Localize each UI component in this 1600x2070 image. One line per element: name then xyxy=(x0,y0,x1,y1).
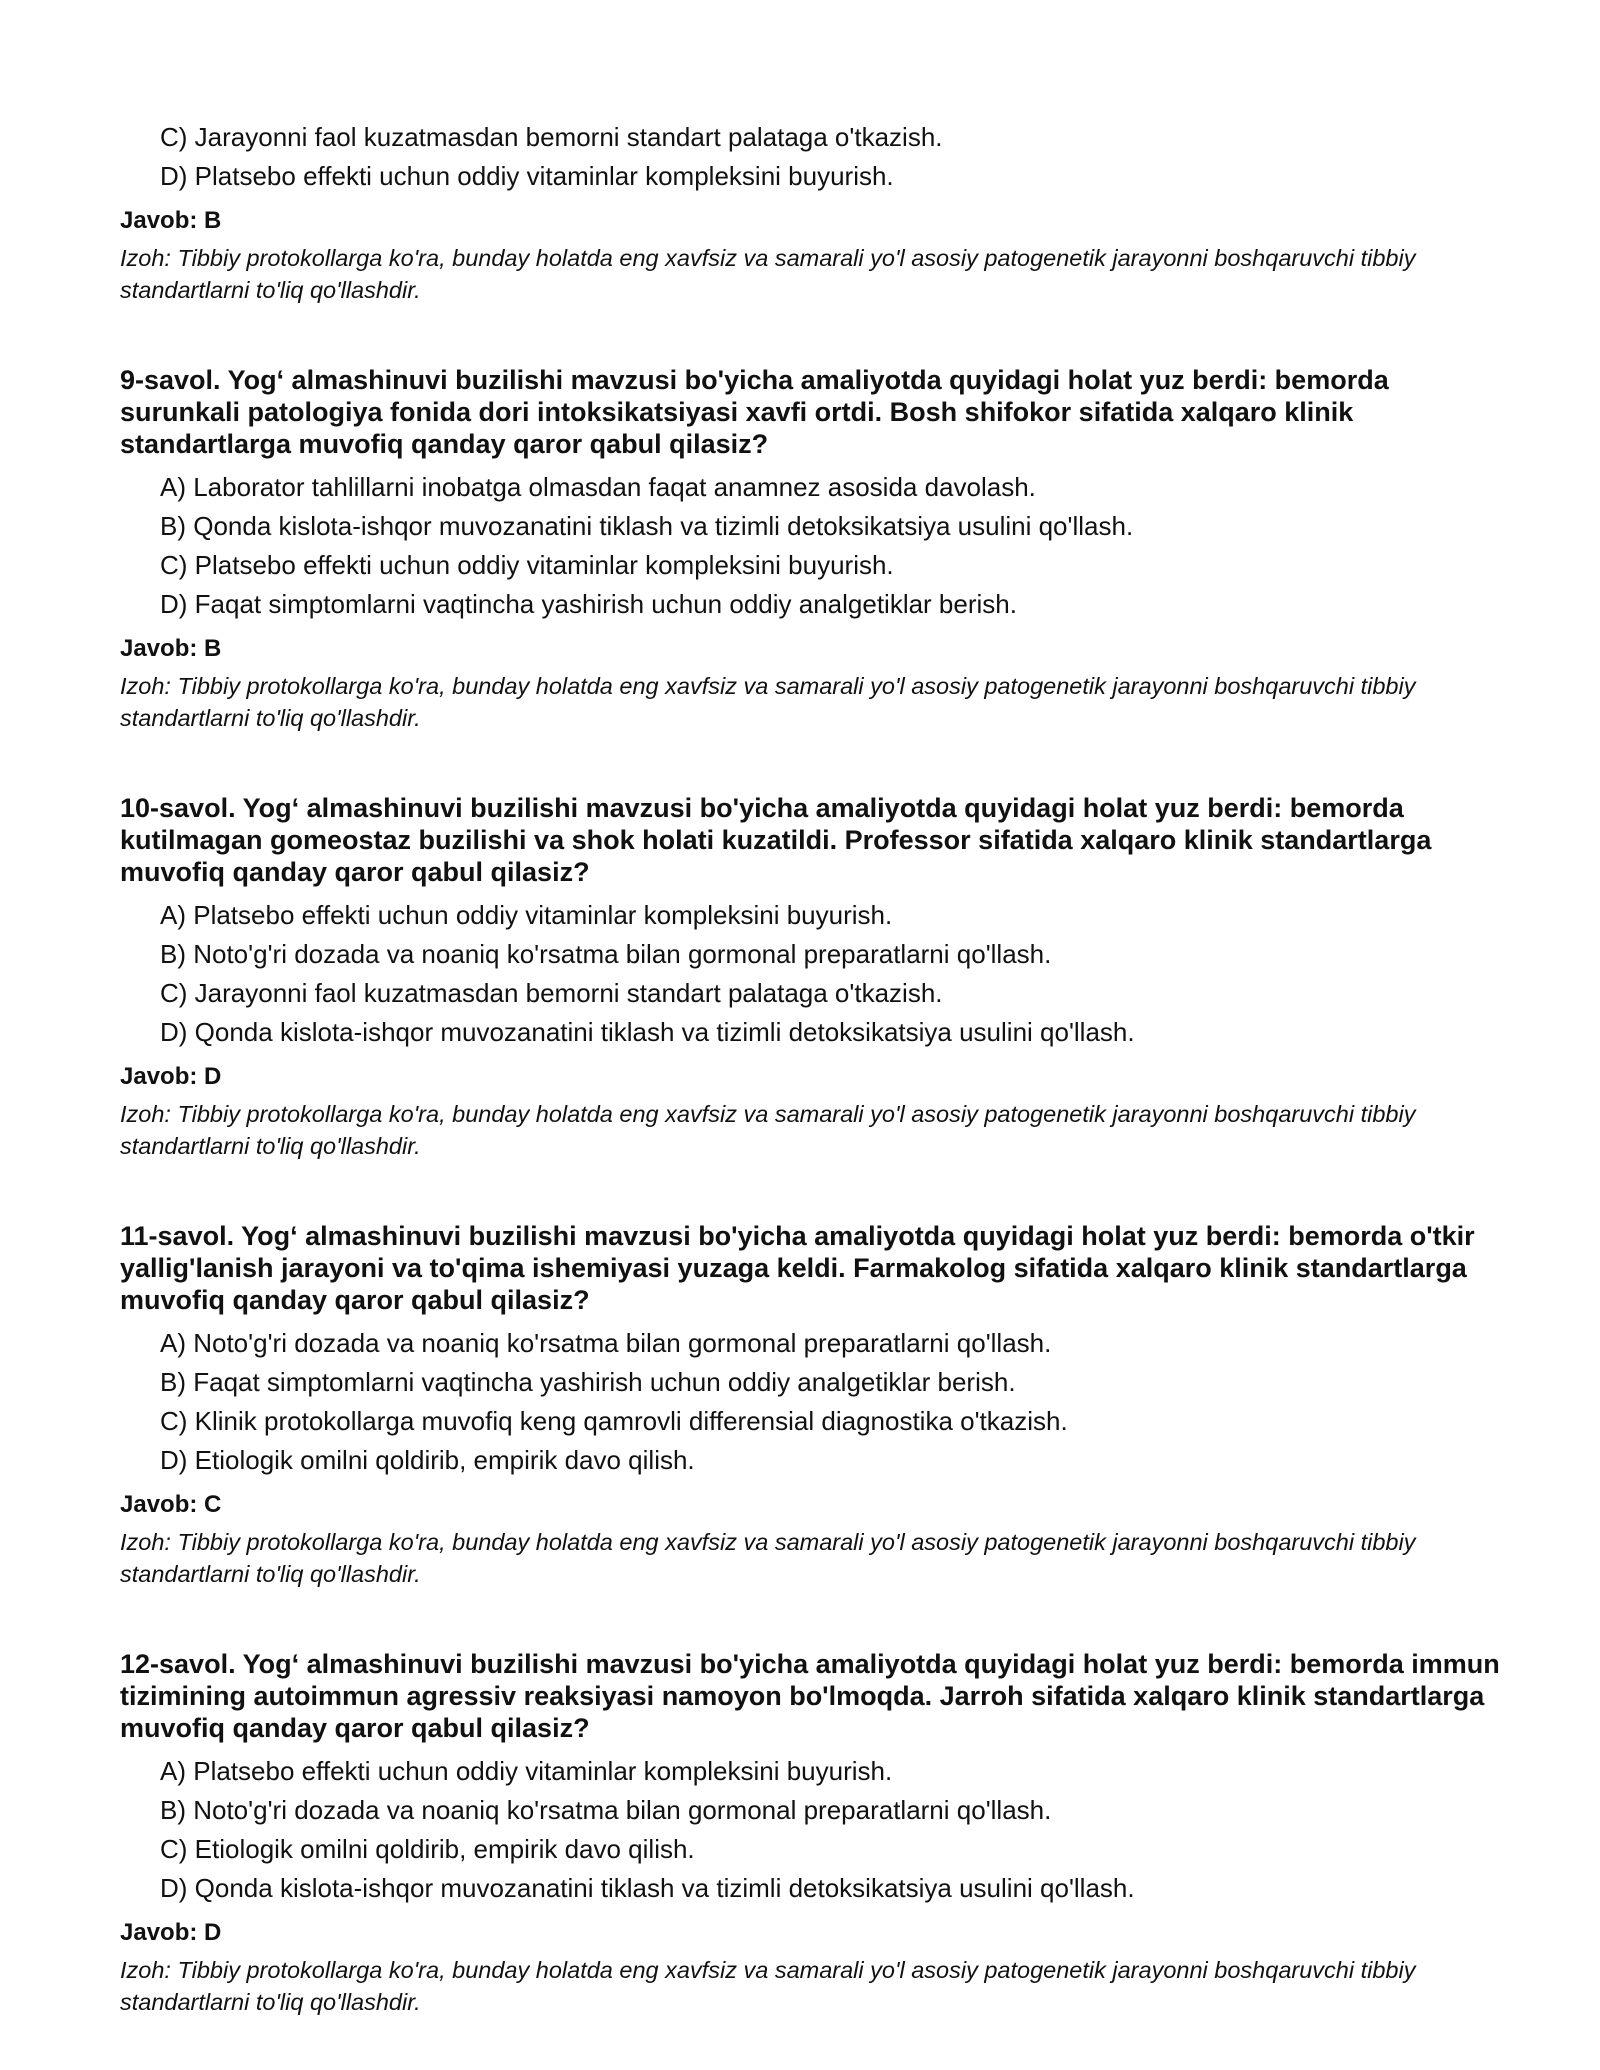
option-a: A) Noto'g'ri dozada va noaniq ko'rsatma bilan gormonal preparatlarni qo'llash. xyxy=(160,1328,1052,1358)
answer-label: Javob: D xyxy=(120,1919,222,1946)
option-a: A) Platsebo effekti uchun oddiy vitaminlar kompleksini buyurish. xyxy=(160,1756,893,1786)
continued-question-block xyxy=(120,118,1510,306)
option-c: C) Platsebo effekti uchun oddiy vitaminlar kompleksini buyurish. xyxy=(160,550,894,580)
option-d: D) Platsebo effekti uchun oddiy vitaminlar kompleksini buyurish. xyxy=(160,161,894,191)
option-c: C) Klinik protokollarga muvofiq keng qamrovli differensial diagnostika o'tkazish. xyxy=(160,1406,1068,1436)
explanation-note: Izoh: Tibbiy protokollarga ko'ra, bunday holatda eng xavfsiz va samarali yo'l asosiy patogenetik jarayonni boshqaruvchi tibbiy standartlarni to'liq qo'llashdir. xyxy=(120,1957,1416,2015)
question-text: 10-savol. Yog‘ almashinuvi buzilishi mavzusi bo'yicha amaliyotda quyidagi holat yuz berdi: bemorda kutilmagan gomeostaz buzilishi va shok holati kuzatildi. Professor sifatida xalqaro klinik standartlarga muvofiq qanday qaror qabul qilasiz? xyxy=(120,793,1432,887)
answer-label: Javob: C xyxy=(120,1491,222,1518)
question-block-9 xyxy=(120,364,1510,734)
option-a: A) Platsebo effekti uchun oddiy vitaminlar kompleksini buyurish. xyxy=(160,900,893,930)
option-d: D) Qonda kislota-ishqor muvozanatini tiklash va tizimli detoksikatsiya usulini qo'llash. xyxy=(160,1017,1135,1047)
question-text: 12-savol. Yog‘ almashinuvi buzilishi mavzusi bo'yicha amaliyotda quyidagi holat yuz berdi: bemorda immun tizimining autoimmun agressiv reaksiyasi namoyon bo'lmoqda. Jarroh sifatida xalqaro klinik standartlarga muvofiq qanday qaror qabul qilasiz? xyxy=(120,1649,1500,1743)
option-b: B) Noto'g'ri dozada va noaniq ko'rsatma bilan gormonal preparatlarni qo'llash. xyxy=(160,939,1052,969)
explanation-note: Izoh: Tibbiy protokollarga ko'ra, bunday holatda eng xavfsiz va samarali yo'l asosiy patogenetik jarayonni boshqaruvchi tibbiy standartlarni to'liq qo'llashdir. xyxy=(120,1101,1416,1159)
option-d: D) Qonda kislota-ishqor muvozanatini tiklash va tizimli detoksikatsiya usulini qo'llash. xyxy=(160,1873,1135,1903)
option-c: C) Jarayonni faol kuzatmasdan bemorni standart palataga o'tkazish. xyxy=(160,978,943,1008)
option-a: A) Laborator tahlillarni inobatga olmasdan faqat anamnez asosida davolash. xyxy=(160,472,1036,502)
answer-label: Javob: B xyxy=(120,207,222,234)
option-b: B) Noto'g'ri dozada va noaniq ko'rsatma bilan gormonal preparatlarni qo'llash. xyxy=(160,1795,1052,1825)
question-text: 9-savol. Yog‘ almashinuvi buzilishi mavzusi bo'yicha amaliyotda quyidagi holat yuz berdi: bemorda surunkali patologiya fonida dori intoksikatsiyasi xavfi ortdi. Bosh shifokor sifatida xalqaro klinik standartlarga muvofiq qanday qaror qabul qilasiz? xyxy=(120,365,1389,459)
option-b: B) Faqat simptomlarni vaqtincha yashirish uchun oddiy analgetiklar berish. xyxy=(160,1367,1016,1397)
option-d: D) Faqat simptomlarni vaqtincha yashirish uchun oddiy analgetiklar berish. xyxy=(160,589,1017,619)
document-page xyxy=(120,118,1510,2018)
option-c: C) Etiologik omilni qoldirib, empirik davo qilish. xyxy=(160,1834,695,1864)
question-text: 11-savol. Yog‘ almashinuvi buzilishi mavzusi bo'yicha amaliyotda quyidagi holat yuz berdi: bemorda o'tkir yallig'lanish jarayoni va to'qima ishemiyasi yuzaga keldi. Farmakolog sifatida xalqaro klinik standartlarga muvofiq qanday qaror qabul qilasiz? xyxy=(120,1221,1475,1315)
explanation-note: Izoh: Tibbiy protokollarga ko'ra, bunday holatda eng xavfsiz va samarali yo'l asosiy patogenetik jarayonni boshqaruvchi tibbiy standartlarni to'liq qo'llashdir. xyxy=(120,245,1416,303)
explanation-note: Izoh: Tibbiy protokollarga ko'ra, bunday holatda eng xavfsiz va samarali yo'l asosiy patogenetik jarayonni boshqaruvchi tibbiy standartlarni to'liq qo'llashdir. xyxy=(120,1529,1416,1587)
question-block-12 xyxy=(120,1648,1510,2018)
explanation-note: Izoh: Tibbiy protokollarga ko'ra, bunday holatda eng xavfsiz va samarali yo'l asosiy patogenetik jarayonni boshqaruvchi tibbiy standartlarni to'liq qo'llashdir. xyxy=(120,673,1416,731)
option-b: B) Qonda kislota-ishqor muvozanatini tiklash va tizimli detoksikatsiya usulini qo'llash. xyxy=(160,511,1134,541)
question-block-11 xyxy=(120,1220,1510,1590)
answer-label: Javob: D xyxy=(120,1063,222,1090)
answer-label: Javob: B xyxy=(120,635,222,662)
option-d: D) Etiologik omilni qoldirib, empirik davo qilish. xyxy=(160,1445,695,1475)
option-c: C) Jarayonni faol kuzatmasdan bemorni standart palataga o'tkazish. xyxy=(160,122,943,152)
question-block-10 xyxy=(120,792,1510,1162)
